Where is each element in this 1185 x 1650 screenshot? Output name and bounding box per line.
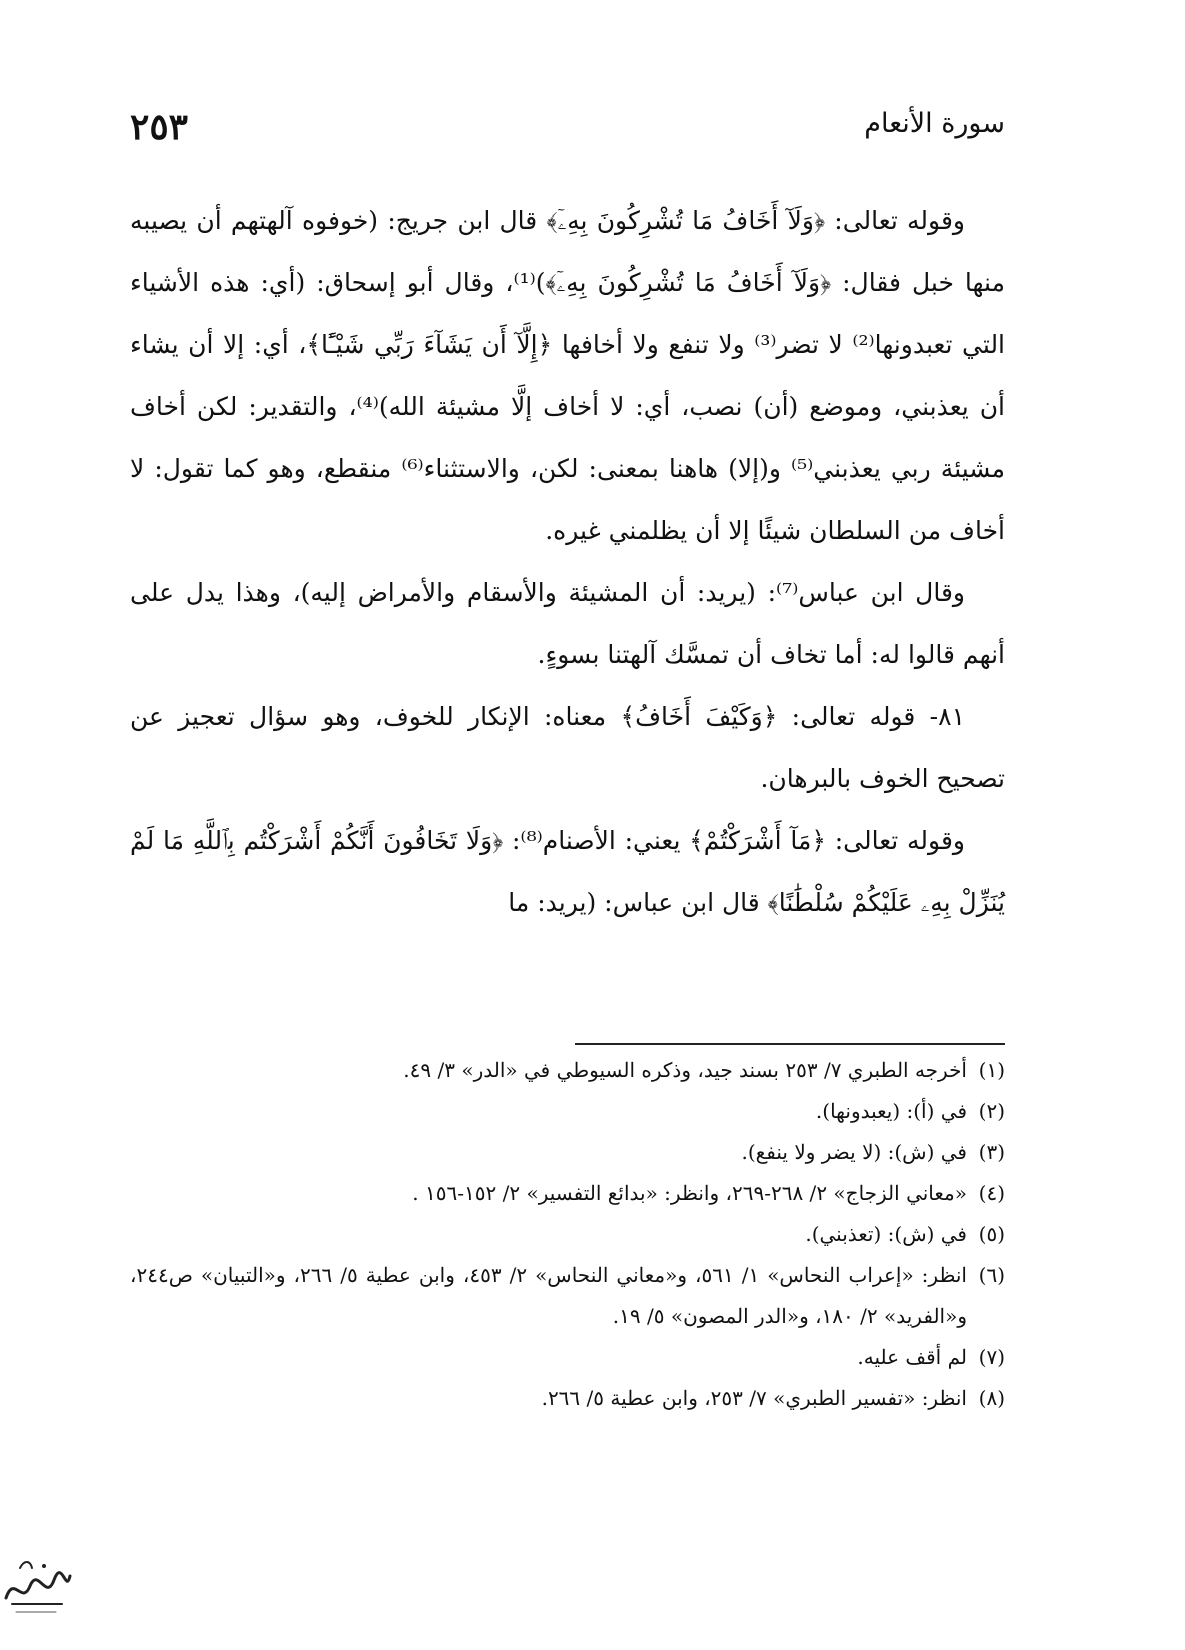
footnote-number: (٧) <box>978 1345 1005 1369</box>
footnote-text: في (أ): (يعبدونها). <box>815 1099 967 1123</box>
main-text <box>130 190 1005 934</box>
paragraph-4: وقوله تعالى: ﴿مَآ أَشْرَكْتُمْ﴾ يعني: الأصنام⁽⁸⁾: ﴿وَلَا تَخَافُونَ أَنَّكُمْ أَشْرَكْتُم بِٱللَّهِ مَا لَمْ يُنَزِّلْ بِهِۦ عَلَيْكُمْ سُلْطَٰنًا﴾ قال ابن عباس: (يريد: ما <box>130 826 1005 917</box>
footnote-number: (٥) <box>978 1222 1005 1246</box>
footnote <box>130 1050 1005 1091</box>
footnote <box>130 1378 1005 1419</box>
footnote-text: أخرجه الطبري ٧/ ٢٥٣ بسند جيد، وذكره السيوطي في «الدر» ٣/ ٤٩. <box>403 1058 967 1082</box>
footnote-divider <box>575 1043 1005 1045</box>
footnote-number: (٦) <box>978 1263 1005 1287</box>
footnote <box>130 1091 1005 1132</box>
paragraph-2: وقال ابن عباس⁽⁷⁾: (يريد: أن المشيئة والأسقام والأمراض إليه)، وهذا يدل على أنهم قالوا له: أما تخاف أن تمسَّك آلهتنا بسوءٍ. <box>130 578 1005 669</box>
footnote-number: (٢) <box>978 1099 1005 1123</box>
footnote-text: في (ش): (تعذبني). <box>805 1222 967 1246</box>
page-number: ٢٥٣ <box>130 106 189 148</box>
footnote-number: (٨) <box>978 1386 1005 1410</box>
footnote-number: (٤) <box>978 1181 1005 1205</box>
page-header <box>130 100 1005 160</box>
footnote-text: في (ش): (لا يضر ولا ينفع). <box>741 1140 967 1164</box>
footnote <box>130 1255 1005 1337</box>
paragraph-3: ٨١- قوله تعالى: ﴿وَكَيْفَ أَخَافُ﴾ معناه: الإنكار للخوف، وهو سؤال تعجيز عن تصحيح الخوف بالبرهان. <box>130 702 1005 793</box>
footnote-text: انظر: «إعراب النحاس» ١/ ٥٦١، و«معاني النحاس» ٢/ ٤٥٣، وابن عطية ٥/ ٢٦٦، و«التبيان» ص٢٤٤، و«الفريد» ٢/ ١٨٠، و«الدر المصون» ٥/ ١٩. <box>130 1263 967 1328</box>
calligraphy-watermark-logo <box>0 1554 74 1620</box>
footnote <box>130 1173 1005 1214</box>
footnote <box>130 1132 1005 1173</box>
footnote-text: «معاني الزجاج» ٢/ ٢٦٨-٢٦٩، وانظر: «بدائع التفسير» ٢/ ١٥٢-١٥٦ . <box>412 1181 967 1205</box>
footnote <box>130 1214 1005 1255</box>
paragraph-1: وقوله تعالى: ﴿وَلَآ أَخَافُ مَا تُشْرِكُونَ بِهِۦٓ﴾ قال ابن جريج: (خوفوه آلهتهم أن يصيبه منها خبل فقال: ﴿وَلَآ أَخَافُ مَا تُشْرِكُونَ بِهِۦٓ﴾)⁽¹⁾، وقال أبو إسحاق: (أي: هذه الأشياء التي تعبدونها⁽²⁾ لا تضر⁽³⁾ ولا تنفع ولا أخافها ﴿إِلَّآ أَن يَشَآءَ رَبِّي شَيْـًٔا﴾، أي: إلا أن يشاء أن يعذبني، وموضع (أن) نصب، أي: لا أخاف إلَّا مشيئة الله)⁽⁴⁾، والتقدير: لكن أخاف مشيئة ربي يعذبني⁽⁵⁾ و(إلا) هاهنا بمعنى: لكن، والاستثناء⁽⁶⁾ منقطع، وهو كما تقول: لا أخاف من السلطان شيئًا إلا أن يظلمني غيره. <box>130 206 1006 545</box>
footnotes <box>130 1050 1005 1419</box>
surah-title: سورة الأنعام <box>864 108 1005 139</box>
footnote-text: لم أقف عليه. <box>857 1345 967 1369</box>
footnote <box>130 1337 1005 1378</box>
footnote-text: انظر: «تفسير الطبري» ٧/ ٢٥٣، وابن عطية ٥/ ٢٦٦. <box>541 1386 967 1410</box>
footnote-number: (١) <box>978 1058 1005 1082</box>
footnote-number: (٣) <box>978 1140 1005 1164</box>
